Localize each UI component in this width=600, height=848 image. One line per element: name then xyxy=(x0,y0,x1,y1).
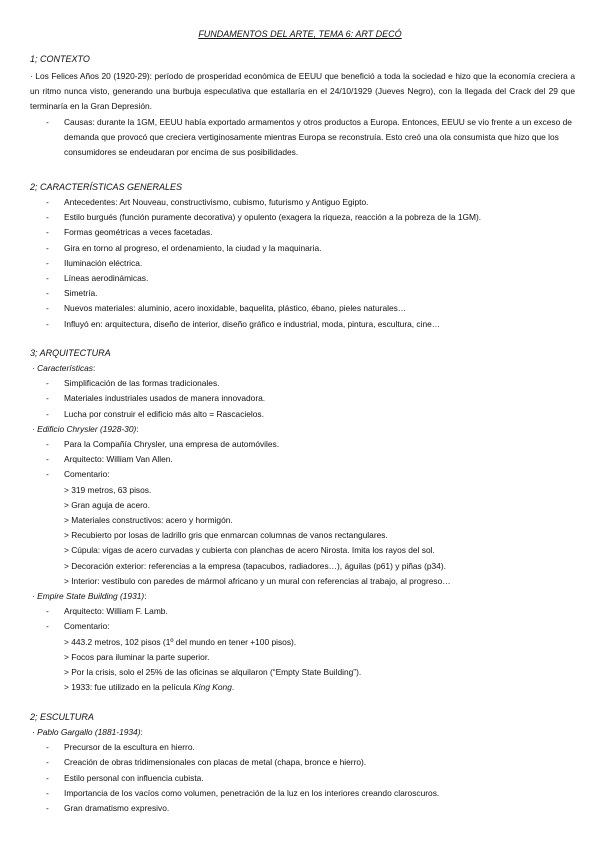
caracteristicas-label: Características xyxy=(37,363,93,373)
list-item: - Gran dramatismo expresivo. xyxy=(30,801,575,816)
escultura-list xyxy=(30,740,575,816)
comment-line: > Materiales constructivos: acero y hormigón. xyxy=(64,515,233,526)
list-item: - Materiales industriales usados de manera innovadora. xyxy=(30,391,575,406)
section-heading-escultura: 2; ESCULTURA xyxy=(30,712,94,722)
chrysler-subheading: · Edificio Chrysler (1928-30): xyxy=(32,423,139,434)
list-item: - Estilo personal con influencia cubista. xyxy=(30,771,575,786)
comment-prefix: > 1933: fue utilizado en la película xyxy=(64,682,194,693)
gargallo-subheading: · Pablo Gargallo (1881-1934): xyxy=(32,727,143,737)
list-item: - Iluminación eléctrica. xyxy=(30,256,575,271)
document-title: FUNDAMENTOS DEL ARTE, TEMA 6: ART DECÓ xyxy=(198,29,402,39)
list-item: - Líneas aerodinámicas. xyxy=(30,271,575,286)
list-item: - Causas: durante la 1GM, EEUU había exportado armamentos y otros productos a Europa. Entonces, EEUU se vio frente a un exceso de demanda que provocó que creciera vertiginosamente mientras Europa se reconstruía. Esto creó una ola consumista que hizo que los consumidores se endeudaran por encima de sus posibilidades. xyxy=(30,115,575,161)
list-item: - Precursor de la escultura en hierro. xyxy=(30,740,575,755)
film-title: King Kong xyxy=(193,682,232,693)
list-item: - Creación de obras tridimensionales con placas de metal (chapa, bronce e hierro). xyxy=(30,755,575,770)
list-item: - Nuevos materiales: aluminio, acero inoxidable, baquelita, plástico, ébano, pieles naturales… xyxy=(30,301,575,316)
comment-line: > Gran aguja de acero. xyxy=(64,499,150,510)
section-heading-contexto: 1; CONTEXTO xyxy=(30,54,90,64)
chrysler-list xyxy=(30,437,575,483)
section-escultura xyxy=(30,725,575,816)
empire-label: Empire State Building (1931) xyxy=(37,591,145,602)
comment-line: > 443.2 metros, 102 pisos (1º del mundo en tener +100 pisos). xyxy=(64,636,297,647)
list-item: - Importancia de los vacíos como volumen, penetración de la luz en los interiores creando claroscuros. xyxy=(30,786,575,801)
list-item: - Arquitecto: William F. Lamb. xyxy=(30,604,575,619)
list-item: - Simetría. xyxy=(30,286,575,301)
list-item: - Para la Compañía Chrysler, una empresa de automóviles. xyxy=(30,437,575,452)
contexto-intro: · Los Felices Años 20 (1920-29): período de prosperidad económica de EEUU que benefició a toda la sociedad e hizo que la economía creciera a un ritmo nunca visto, generando una burbuja especulativa que estallaría en el 24/10/1929 (Jueves Negro), con la llegada del Crack del 29 que terminaría en la Gran Depresión. xyxy=(30,71,575,112)
list-item: - Comentario: xyxy=(30,619,575,634)
list-item: - Gira en torno al progreso, el ordenamiento, la ciudad y la maquinaria. xyxy=(30,241,575,256)
list-item: - Comentario: xyxy=(30,467,575,482)
list-item: - Influyó en: arquitectura, diseño de interior, diseño gráfico e industrial, moda, pintura, escultura, cine… xyxy=(30,317,575,332)
list-item: - Antecedentes: Art Nouveau, constructivismo, cubismo, futurismo y Antiguo Egipto. xyxy=(30,195,575,210)
chrysler-label: Edificio Chrysler (1928-30) xyxy=(37,423,137,434)
empire-subheading: · Empire State Building (1931): xyxy=(32,591,147,602)
section-caracteristicas xyxy=(30,195,575,332)
section-heading-caracteristicas: 2; CARACTERÍSTICAS GENERALES xyxy=(30,182,183,192)
list-item: - Formas geométricas a veces facetadas. xyxy=(30,225,575,240)
list-item: - Lucha por construir el edificio más alto = Rascacielos. xyxy=(30,407,575,422)
section-arquitectura xyxy=(30,361,575,695)
comment-line-king-kong xyxy=(30,680,575,695)
caracteristicas-subheading: · Características: xyxy=(32,363,96,373)
comment-suffix: . xyxy=(231,682,235,693)
list-item: - Estilo burgués (función puramente decorativa) y opulento (exagera la riqueza, reacción a la pobreza de la 1GM). xyxy=(30,210,575,225)
contexto-list xyxy=(30,115,575,161)
section-contexto xyxy=(30,69,575,160)
list-item: - Simplificación de las formas tradicionales. xyxy=(30,376,575,391)
gargallo-label: Pablo Gargallo (1881-1934) xyxy=(37,727,141,737)
comment-line: > Focos para iluminar la parte superior. xyxy=(64,651,210,662)
comment-line: > Decoración exterior: referencias a la empresa (tapacubos, radiadores…), águilas (p61) y piñas (p34). xyxy=(64,560,446,571)
comment-line: > 319 metros, 63 pisos. xyxy=(64,484,152,495)
comment-line: > Por la crisis, solo el 25% de las oficinas se alquilaron (“Empty State Building”). xyxy=(64,667,362,678)
comment-line: > Cúpula: vigas de acero curvadas y cubierta con planchas de acero Nirosta. Imita los rayos del sol. xyxy=(64,545,435,556)
comment-line: > Recubierto por losas de ladrillo gris que enmarcan columnas de vanos rectangulares. xyxy=(64,530,388,541)
section-heading-arquitectura: 3; ARQUITECTURA xyxy=(30,348,111,358)
list-item: - Arquitecto: William Van Allen. xyxy=(30,452,575,467)
caracteristicas-list xyxy=(30,195,575,332)
empire-list xyxy=(30,604,575,634)
arquitectura-caract-list xyxy=(30,376,575,422)
comment-line: > Interior: vestíbulo con paredes de mármol africano y un mural con referencias al trabajo, al progreso… xyxy=(64,575,451,586)
